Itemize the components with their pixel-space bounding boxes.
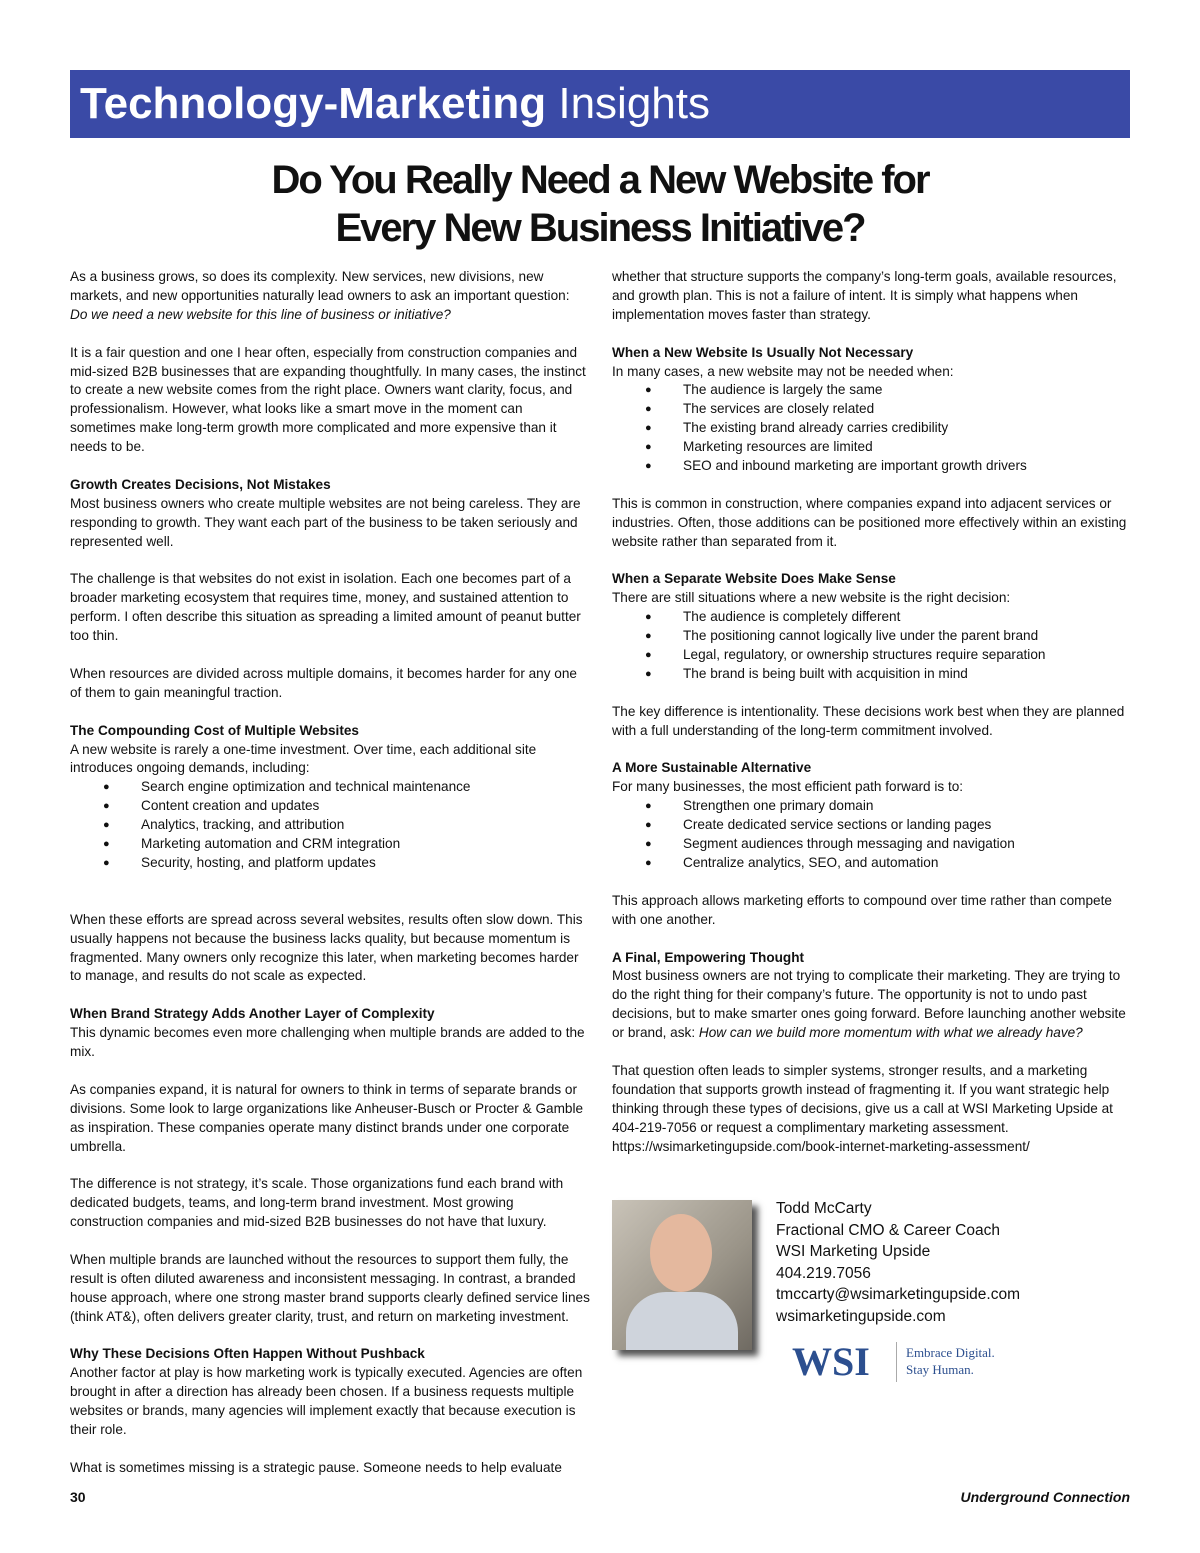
paragraph: This is common in construction, where companies expand into adjacent services or industries. Often, those additions can be positioned more effectively within an existing website rather than separated from it.: [612, 495, 1127, 549]
list-item: ● Security, hosting, and platform updates: [70, 854, 590, 873]
paragraph-italic: How can we build more momentum with what we already have?: [698, 1025, 1083, 1041]
paragraph-text: As a business grows, so does its complexity. New services, new divisions, new markets, and new opportunities naturally lead owners to ask an important question:: [70, 269, 570, 303]
paragraph: Most business owners who create multiple websites are not being careless. They are responding to growth. They want each part of the business to be taken seriously and represented well.: [70, 495, 581, 549]
paragraph-text: That question often leads to simpler systems, stronger results, and a marketing foundation that supports growth instead of fragmenting it. If you want strategic help thinking through these types of decisions, give us a call at WSI Marketing Upside at 404-219-7056 or request a complimentary marketing assessment.: [612, 1062, 1113, 1135]
paragraph: The challenge is that websites do not exist in isolation. Each one becomes part of a broader marketing ecosystem that requires time, money, and sustained attention to perform. I often describe this situation as spreading a limited amount of peanut butter too thin.: [70, 571, 581, 644]
section-heading: When a New Website Is Usually Not Necessary: [612, 344, 914, 360]
list-item: ● Content creation and updates: [70, 797, 590, 816]
paragraph: [612, 967, 1132, 1043]
section-heading: A Final, Empowering Thought: [612, 949, 805, 965]
headline-line-2: Every New Business Initiative?: [335, 206, 865, 250]
list-item: ● Segment audiences through messaging and navigation: [612, 835, 1132, 854]
paragraph: When these efforts are spread across several websites, results often slow down. This usually happens not because the business lacks quality, but because momentum is fragmented. Many owners only recognize this later, when marketing becomes harder to manage, and results do not scale as expected.: [70, 911, 583, 984]
photo-face: [650, 1214, 712, 1292]
paragraph: [612, 1062, 1132, 1157]
logo-divider: [896, 1342, 897, 1382]
paragraph: whether that structure supports the company’s long-term goals, available resources, and growth plan. This is not a failure of intent. It is simply what happens when implementation moves faster than strategy.: [612, 269, 1117, 322]
list-item: ● Legal, regulatory, or ownership structures require separation: [612, 646, 1132, 665]
paragraph: Another factor at play is how marketing work is typically executed. Agencies are often brought in after a direction has already been chosen. If a business requests multiple websites or brands, many agencies will implement exactly that because execution is their role.: [70, 1365, 583, 1438]
paragraph: For many businesses, the most efficient path forward is to:: [612, 779, 964, 795]
author-photo: [612, 1200, 752, 1350]
paragraph: In many cases, a new website may not be needed when:: [612, 363, 954, 379]
logo-mark: WSI: [792, 1339, 870, 1384]
author-phone[interactable]: 404.219.7056: [776, 1264, 871, 1282]
list-item: ● SEO and inbound marketing are important growth drivers: [612, 457, 1132, 476]
logo-tagline-2: Stay Human.: [906, 1362, 974, 1377]
author-role: Fractional CMO & Career Coach: [776, 1221, 1000, 1239]
author-contact: [776, 1198, 1020, 1327]
section-heading: Why These Decisions Often Happen Without Pushback: [70, 1346, 425, 1362]
paragraph: [70, 268, 590, 325]
section-heading: Growth Creates Decisions, Not Mistakes: [70, 476, 331, 492]
author-email[interactable]: tmccarty@wsimarketingupside.com: [776, 1286, 1020, 1303]
wsi-logo: [792, 1338, 1022, 1388]
paragraph: This dynamic becomes even more challenging when multiple brands are added to the mix.: [70, 1025, 585, 1060]
section-heading: When Brand Strategy Adds Another Layer of Complexity: [70, 1006, 435, 1022]
section-heading: The Compounding Cost of Multiple Websites: [70, 722, 359, 738]
section-title-light: Insights: [558, 79, 710, 128]
paragraph: When resources are divided across multiple domains, it becomes harder for any one of them to gain meaningful traction.: [70, 665, 577, 700]
list-item: ● The brand is being built with acquisition in mind: [612, 665, 1132, 684]
paragraph: The key difference is intentionality. These decisions work best when they are planned with a full understanding of the long-term commitment involved.: [612, 703, 1125, 738]
list-item: ● Create dedicated service sections or landing pages: [612, 816, 1132, 835]
section-heading: When a Separate Website Does Make Sense: [612, 571, 896, 587]
logo-tagline-1: Embrace Digital.: [906, 1345, 995, 1360]
list-item: ● Strengthen one primary domain: [612, 797, 1132, 816]
assessment-link[interactable]: https://wsimarketingupside.com/book-internet-marketing-assessment/: [612, 1138, 1030, 1154]
paragraph-text: Most business owners are not trying to complicate their marketing. They are trying to do the right thing for their company’s future. The opportunity is not to undo past decisions, but to make smarter ones going forward. Before launching another website or brand, ask:: [612, 968, 1126, 1041]
author-name: Todd McCarty: [776, 1200, 872, 1217]
bullet-list: [612, 608, 1132, 684]
list-item: ● Marketing automation and CRM integration: [70, 835, 590, 854]
paragraph: As companies expand, it is natural for owners to think in terms of separate brands or divisions. Some look to large organizations like Anheuser-Busch or Procter & Gamble as inspiration. These companies operate many distinct brands under one corporate umbrella.: [70, 1081, 584, 1154]
paragraph: It is a fair question and one I hear often, especially from construction companies and mid-sized B2B businesses that are expanding thoughtfully. In many cases, the instinct to create a new website comes from the right place. Owners want clarity, focus, and professionalism. However, what looks like a smart move in the moment can sometimes make long-term growth more complicated and more expensive than it needs to be.: [70, 344, 586, 455]
paragraph: This approach allows marketing efforts to compound over time rather than compete with one another.: [612, 892, 1112, 927]
paragraph: The difference is not strategy, it’s scale. Those organizations fund each brand with dedicated budgets, teams, and long-term brand investment. Most growing construction companies and mid-sized B2B businesses do not have that luxury.: [70, 1176, 564, 1230]
paragraph-italic: Do we need a new website for this line of business or initiative?: [70, 306, 451, 322]
left-column: [70, 268, 590, 1497]
paragraph: What is sometimes missing is a strategic pause. Someone needs to help evaluate: [70, 1459, 562, 1475]
header-banner: [70, 70, 1130, 138]
photo-shirt: [626, 1292, 738, 1350]
right-column: [612, 268, 1132, 1175]
publication-name: Underground Connection: [960, 1489, 1130, 1505]
paragraph: When multiple brands are launched without the resources to support them fully, the result is often diluted awareness and inconsistent messaging. In contrast, a branded house approach, where one strong master brand supports clearly defined service lines (think AT&), often delivers greater clarity, trust, and return on marketing investment.: [70, 1251, 590, 1324]
author-website[interactable]: wsimarketingupside.com: [776, 1307, 946, 1325]
paragraph: A new website is rarely a one-time investment. Over time, each additional site introduces ongoing demands, including:: [70, 741, 537, 776]
author-company: WSI Marketing Upside: [776, 1243, 931, 1260]
list-item: ● Analytics, tracking, and attribution: [70, 816, 590, 835]
section-title-bold: Technology-Marketing: [80, 79, 547, 128]
paragraph: There are still situations where a new website is the right decision:: [612, 590, 1011, 606]
list-item: ● Search engine optimization and technical maintenance: [70, 778, 590, 797]
bullet-list: [70, 778, 590, 873]
list-item: ● Marketing resources are limited: [612, 438, 1132, 457]
list-item: ● The positioning cannot logically live under the parent brand: [612, 627, 1132, 646]
article-headline: [0, 156, 1200, 252]
bullet-list: [612, 381, 1132, 476]
list-item: ● The audience is largely the same: [612, 381, 1132, 400]
list-item: ● The existing brand already carries credibility: [612, 419, 1132, 438]
list-item: ● Centralize analytics, SEO, and automation: [612, 854, 1132, 873]
page-number: 30: [70, 1489, 86, 1505]
bullet-list: [612, 797, 1132, 873]
section-title: [80, 76, 710, 132]
list-item: ● The services are closely related: [612, 400, 1132, 419]
list-item: ● The audience is completely different: [612, 608, 1132, 627]
section-heading: A More Sustainable Alternative: [612, 760, 812, 776]
logo-tagline: [906, 1344, 995, 1378]
headline-line-1: Do You Really Need a New Website for: [271, 158, 929, 202]
